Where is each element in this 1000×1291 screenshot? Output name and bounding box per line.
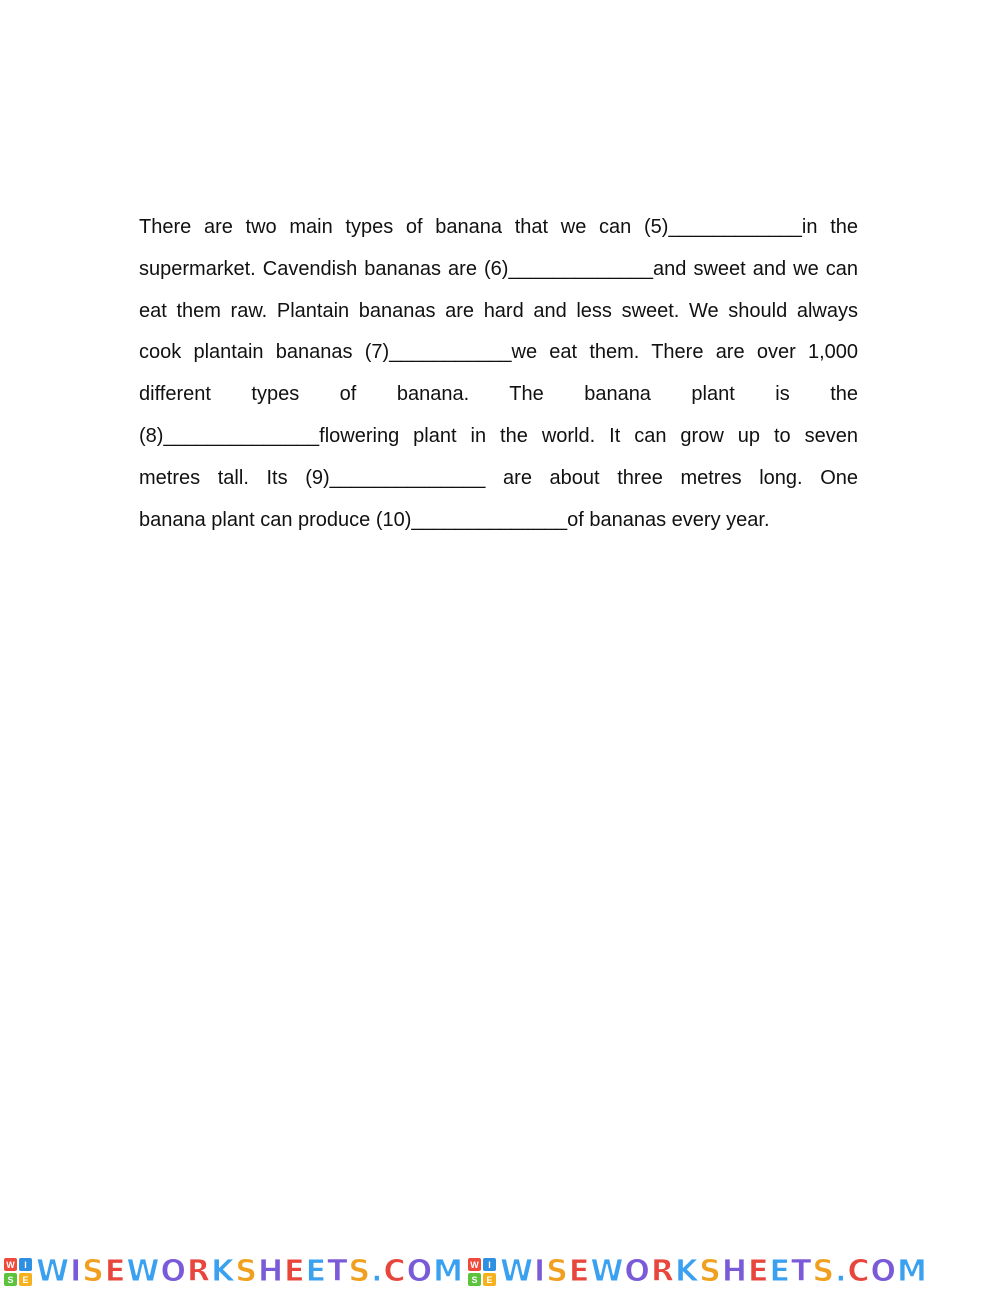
wordmark-letter: M bbox=[897, 1254, 928, 1289]
wordmark-letter: W bbox=[36, 1254, 71, 1289]
logo-letter: S bbox=[468, 1273, 481, 1286]
wordmark-letter: C bbox=[383, 1254, 407, 1289]
passage-line: eat them raw. Plantain bananas are hard and less sweet. We should always bbox=[139, 299, 858, 322]
wordmark-letter: E bbox=[284, 1254, 306, 1289]
worksheet-passage bbox=[139, 207, 858, 541]
wordmark bbox=[499, 1254, 928, 1289]
wordmark bbox=[36, 1254, 464, 1289]
wordmark-letter: . bbox=[835, 1254, 848, 1289]
wordmark-letter: R bbox=[186, 1254, 212, 1289]
wordmark-letter: T bbox=[327, 1254, 349, 1289]
wordmark-letter: H bbox=[721, 1254, 749, 1289]
wordmark-letter: E bbox=[568, 1254, 591, 1289]
wordmark-letter: S bbox=[348, 1254, 372, 1289]
wordmark-letter: M bbox=[433, 1254, 464, 1289]
wordmark-letter: W bbox=[126, 1254, 161, 1289]
wordmark-letter: R bbox=[650, 1254, 676, 1289]
passage-line: banana plant can produce (10)______________of bananas every year. bbox=[139, 508, 770, 531]
wordmark-letter: K bbox=[675, 1254, 700, 1289]
wordmark-letter: . bbox=[371, 1254, 384, 1289]
wordmark-letter: O bbox=[870, 1254, 898, 1289]
wordmark-letter: S bbox=[699, 1254, 722, 1289]
passage-line: supermarket. Cavendish bananas are (6)_____________and sweet and we can bbox=[139, 257, 858, 280]
wordmark-letter: S bbox=[82, 1254, 105, 1289]
wordmark-letter: H bbox=[257, 1254, 285, 1289]
logo-letter: I bbox=[483, 1258, 496, 1271]
wordmark-letter: C bbox=[847, 1254, 871, 1289]
wordmark-letter: W bbox=[590, 1254, 625, 1289]
logo-letter: I bbox=[19, 1258, 32, 1271]
wordmark-letter: E bbox=[769, 1254, 792, 1289]
brand-block bbox=[468, 1254, 928, 1289]
wordmark-letter: O bbox=[624, 1254, 651, 1289]
logo-letter: E bbox=[483, 1273, 496, 1286]
wordmark-letter: I bbox=[70, 1254, 83, 1289]
passage-line: (8)______________flowering plant in the world. It can grow up to seven bbox=[139, 424, 858, 447]
wordmark-letter: K bbox=[211, 1254, 236, 1289]
wordmark-letter: S bbox=[546, 1254, 569, 1289]
brand-block bbox=[4, 1254, 464, 1289]
passage-line: different types of banana. The banana plant is the bbox=[139, 383, 858, 406]
logo-letter: W bbox=[4, 1258, 17, 1271]
logo-letter: W bbox=[468, 1258, 481, 1271]
wordmark-letter: S bbox=[812, 1254, 836, 1289]
wordmark-letter: O bbox=[406, 1254, 434, 1289]
wordmark-letter: O bbox=[160, 1254, 187, 1289]
passage-line: There are two main types of banana that we can (5)____________in the bbox=[139, 216, 858, 238]
passage-line: cook plantain bananas (7)___________we eat them. There are over 1,000 bbox=[139, 341, 858, 364]
logo-letter: S bbox=[4, 1273, 17, 1286]
wise-logo-icon bbox=[4, 1258, 32, 1286]
wordmark-letter: W bbox=[499, 1254, 535, 1289]
wordmark-letter: I bbox=[534, 1254, 547, 1289]
logo-letter: E bbox=[19, 1273, 32, 1286]
wordmark-letter: E bbox=[305, 1254, 328, 1289]
wordmark-letter: S bbox=[235, 1254, 258, 1289]
footer-branding bbox=[0, 1253, 1000, 1291]
passage-line: metres tall. Its (9)______________ are about three metres long. One bbox=[139, 466, 858, 489]
wordmark-letter: E bbox=[748, 1254, 770, 1289]
wordmark-letter: E bbox=[104, 1254, 127, 1289]
wise-logo-icon bbox=[468, 1258, 496, 1286]
wordmark-letter: T bbox=[791, 1254, 813, 1289]
